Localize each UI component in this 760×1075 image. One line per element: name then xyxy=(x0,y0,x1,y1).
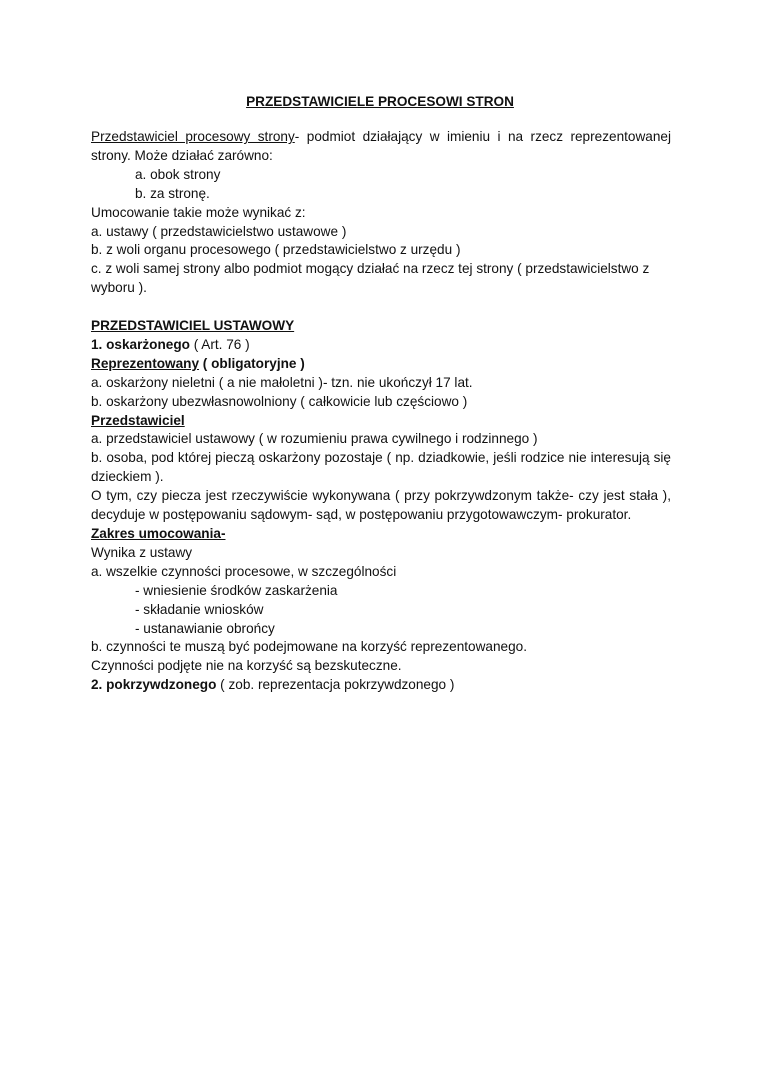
scope-subitem: - ustanawianie obrońcy xyxy=(135,620,275,636)
scope-subitem: - składanie wniosków xyxy=(135,601,264,617)
definition-paragraph xyxy=(91,128,671,166)
source-item: a. ustawy ( przedstawicielstwo ustawowe ) xyxy=(91,223,347,239)
definition-text: - podmiot działający w imieniu i na rzecz reprezentowanej strony. Może działać zarówno: xyxy=(91,129,671,163)
representative-item: a. przedstawiciel ustawowy ( w rozumieniu prawa cywilnego i rodzinnego ) xyxy=(91,431,538,447)
scope-source: Wynika z ustawy xyxy=(91,544,193,560)
represented-item: b. oskarżony ubezwłasnowolniony ( całkowicie lub częściowo ) xyxy=(91,393,468,409)
option-item: b. za stronę. xyxy=(135,185,210,201)
item-ref: ( Art. 76 ) xyxy=(189,336,250,352)
document-body xyxy=(91,128,671,695)
item-oskarzonego xyxy=(91,336,671,355)
represented-heading xyxy=(91,355,671,374)
scope-item: b. czynności te muszą być podejmowane na korzyść reprezentowanego. xyxy=(91,639,527,655)
source-item: b. z woli organu procesowego ( przedstawicielstwo z urzędu ) xyxy=(91,242,461,258)
scope-heading: Zakres umocowania- xyxy=(91,526,226,542)
scope-item: a. wszelkie czynności procesowe, w szczególności xyxy=(91,563,397,579)
scope-subitem: - wniesienie środków zaskarżenia xyxy=(135,582,338,598)
represented-qualifier: ( obligatoryjne ) xyxy=(199,355,305,371)
option-item: a. obok strony xyxy=(135,166,221,182)
item-ref: ( zob. reprezentacja pokrzywdzonego ) xyxy=(216,677,455,693)
scope-note: Czynności podjęte nie na korzyść są bezskuteczne. xyxy=(91,658,402,674)
source-lead: Umocowanie takie może wynikać z: xyxy=(91,204,306,220)
represented-item: a. oskarżony nieletni ( a nie małoletni )- tzn. nie ukończył 17 lat. xyxy=(91,374,473,390)
representative-item: b. osoba, pod której pieczą oskarżony pozostaje ( np. dziadkowie, jeśli rodzice nie interesują się dzieckiem ). xyxy=(91,450,671,485)
care-note: O tym, czy piecza jest rzeczywiście wykonywana ( przy pokrzywdzonym także- czy jest stała ), decyduje w postępowaniu sądowym- sąd, w postępowaniu przygotowawczym- prokurator. xyxy=(91,488,671,523)
source-item: c. z woli samej strony albo podmiot mogący działać na rzecz tej strony ( przedstawicielstwo z wyboru ). xyxy=(91,261,650,296)
represented-label: Reprezentowany xyxy=(91,355,200,371)
page-title: PRZEDSTAWICIELE PROCESOWI STRON xyxy=(246,94,514,109)
section-heading: PRZEDSTAWICIEL USTAWOWY xyxy=(91,318,295,334)
item-label: 1. oskarżonego xyxy=(91,336,190,352)
item-pokrzywdzonego xyxy=(91,676,671,695)
representative-heading: Przedstawiciel xyxy=(91,412,185,428)
item-label: 2. pokrzywdzonego xyxy=(91,677,217,693)
definition-term: Przedstawiciel procesowy strony xyxy=(91,129,295,144)
